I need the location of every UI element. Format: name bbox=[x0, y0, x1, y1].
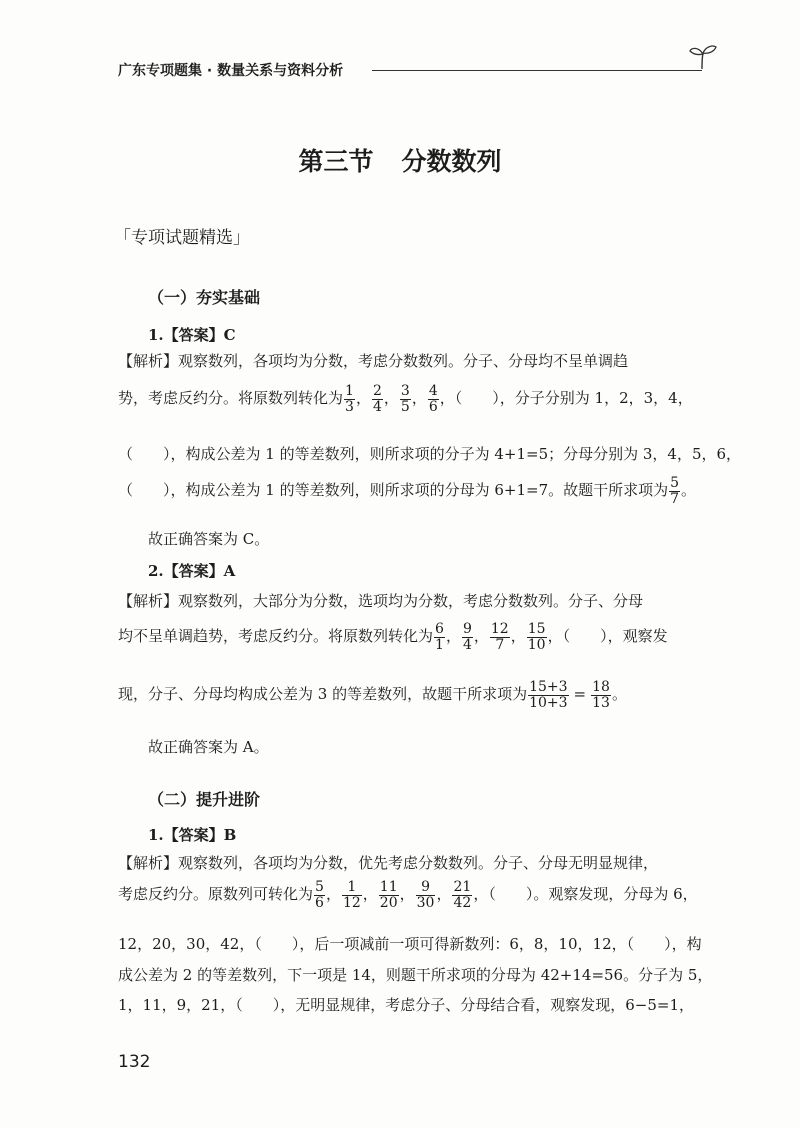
explanation-line: （ ），构成公差为 1 的等差数列，则所求项的分子为 4+1=5；分母分别为 3，4，5，6， bbox=[118, 445, 742, 463]
fraction: $\frac{9}{4}$ bbox=[462, 621, 472, 653]
explanation-line: 【解析】观察数列，各项均为分数，考虑分数数列。分子、分母均不呈单调趋 bbox=[118, 352, 629, 370]
fraction: $\frac{12}{7}$ bbox=[490, 621, 509, 653]
fraction: $\frac{2}{4}$ bbox=[372, 383, 382, 415]
chapter-label: 第三节 bbox=[298, 147, 374, 176]
fraction-sequence: $\frac{5}{6}$ ， $\frac{1}{12}$ ， $\frac{11}{20}$ ， $\frac{9}{30}$ ， $\frac{21}{42}$ bbox=[315, 879, 472, 911]
explanation-line: （ ），构成公差为 1 的等差数列，则所求项的分母为 6+1=7。故题干所求项为 $\frac{5}{7}$ 。 bbox=[118, 475, 697, 507]
answer-label: 2.【答案】A bbox=[148, 562, 236, 580]
fraction: $\frac{21}{42}$ bbox=[453, 879, 472, 911]
answer-label: 1.【答案】C bbox=[148, 326, 236, 344]
part-heading: （二）提升进阶 bbox=[148, 790, 261, 809]
part-heading: （一）夯实基础 bbox=[148, 288, 261, 307]
answer-fraction: $\frac{18}{13}$ bbox=[592, 679, 610, 711]
explanation-line: 均不呈单调趋势，考虑反约分。将原数列转化为 $\frac{6}{1}$ ， $\frac{9}{4}$ ， $\frac{12}{7}$ ， $\frac{15}{10}$ ，（ ），观察发 bbox=[118, 621, 668, 653]
calc-fraction: $\frac{15+3}{10+3}$ bbox=[529, 679, 568, 711]
explanation-line: 【解析】观察数列，大部分为分数，选项均为分数，考虑分数数列。分子、分母 bbox=[118, 592, 644, 610]
explanation-line: 1，11，9，21，（ ），无明显规律，考虑分子、分母结合看，观察发现，6−5=1， bbox=[118, 996, 695, 1014]
fraction: $\frac{1}{12}$ bbox=[342, 879, 361, 911]
fraction: $\frac{3}{5}$ bbox=[400, 383, 410, 415]
fraction: $\frac{5}{6}$ bbox=[315, 879, 324, 911]
running-header: 广东专项题集 · 数量关系与资料分析 bbox=[118, 63, 344, 79]
page-number: 132 bbox=[118, 1052, 151, 1072]
explanation-line: 成公差为 2 的等差数列，下一项是 14，则题干所求项的分母为 42+14=56。分子为 5， bbox=[118, 966, 713, 984]
conclusion: 故正确答案为 A。 bbox=[148, 738, 269, 756]
fraction: $\frac{4}{6}$ bbox=[428, 383, 438, 415]
fraction: $\frac{11}{20}$ bbox=[379, 879, 398, 911]
explanation-line: 考虑反约分。原数列可转化为 $\frac{5}{6}$ ， $\frac{1}{12}$ ， $\frac{11}{20}$ ， $\frac{9}{30}$ ， $\frac{21}{42}$ ，（ ）。观察发现，分母为 6， bbox=[118, 879, 698, 911]
conclusion: 故正确答案为 C。 bbox=[148, 530, 270, 548]
fraction: $\frac{1}{3}$ bbox=[345, 383, 354, 415]
fraction-sequence: $\frac{6}{1}$ ， $\frac{9}{4}$ ， $\frac{12}{7}$ ， $\frac{15}{10}$ bbox=[435, 621, 546, 653]
fraction: $\frac{6}{1}$ bbox=[435, 621, 444, 653]
answer-fraction: $\frac{5}{7}$ bbox=[670, 475, 680, 507]
explanation-line: 【解析】观察数列，各项均为分数，优先考虑分数数列。分子、分母无明显规律， bbox=[118, 854, 659, 872]
fraction: $\frac{15}{10}$ bbox=[527, 621, 546, 653]
section-heading: 「专项试题精选」 bbox=[114, 228, 250, 248]
answer-label: 1.【答案】B bbox=[148, 826, 237, 844]
sprout-icon bbox=[688, 44, 718, 70]
fraction: $\frac{9}{30}$ bbox=[416, 879, 435, 911]
header-rule bbox=[372, 70, 702, 71]
explanation-line: 现，分子、分母均构成公差为 3 的等差数列，故题干所求项为 $\frac{15+3}{10+3}$ = $\frac{18}{13}$ 。 bbox=[118, 679, 627, 711]
explanation-line: 势，考虑反约分。将原数列转化为 $\frac{1}{3}$ ， $\frac{2}{4}$ ， $\frac{3}{5}$ ， $\frac{4}{6}$ ，（ ），分子分别为 1，2，3，4， bbox=[118, 383, 693, 415]
fraction-sequence: $\frac{1}{3}$ ， $\frac{2}{4}$ ， $\frac{3}{5}$ ， $\frac{4}{6}$ bbox=[345, 383, 438, 415]
page-title bbox=[0, 142, 800, 178]
explanation-line: 12，20，30，42，（ ），后一项减前一项可得新数列：6，8，10，12，（ ），构 bbox=[118, 935, 702, 953]
topic-label: 分数数列 bbox=[401, 147, 502, 176]
